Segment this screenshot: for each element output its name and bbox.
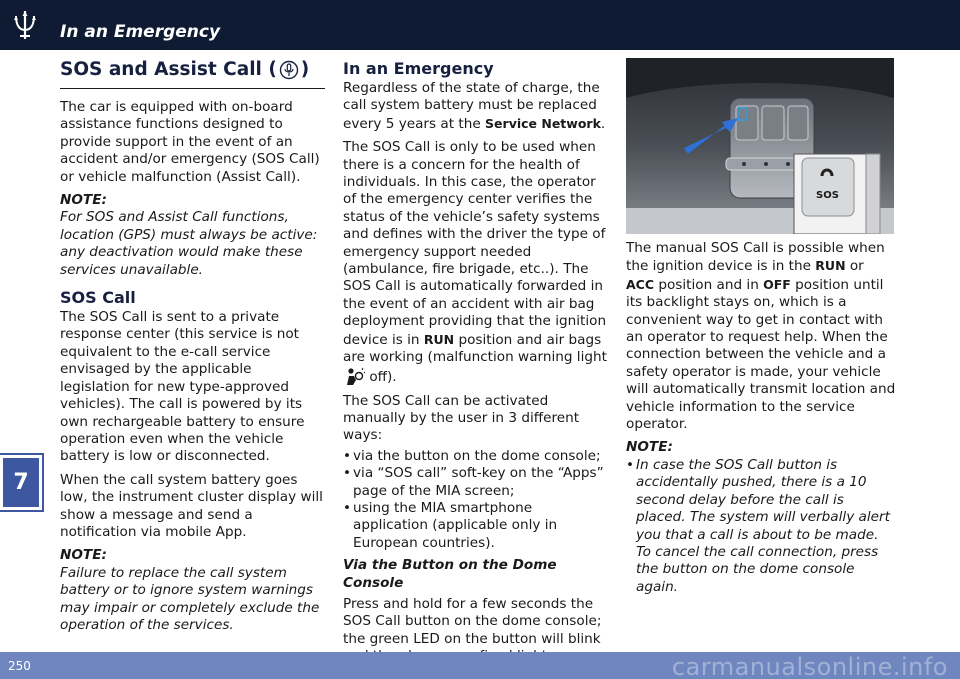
manual-sos-paragraph — [626, 240, 896, 433]
trident-logo-icon — [8, 8, 42, 42]
sos-usage-paragraph — [343, 139, 611, 386]
note-label-3: NOTE: — [626, 439, 673, 456]
activation-list — [343, 448, 611, 552]
usage-text: The SOS Call is only to be used when there is a concern for the health of individuals. In this case, the operator of the emergency center verifies the status of the vehicle’s safety systems and defines with the driver the type of emergency support needed (ambulance, fire brigade, etc..). The SOS Call is automatically forwarded in the event of an accident with air bag deployment providing that the ignition device is in — [343, 139, 607, 348]
sos-paragraph-1: The SOS Call is sent to a private response center (this service is not equivalent to the e-call service envisaged by the applicable legislation for new type-approved vehicles). The call is powered by its own rechargeable battery to ensure operation even when the vehicle battery is low or disconnected. — [60, 309, 305, 465]
page-number: 250 — [8, 659, 31, 673]
sos-call-heading: SOS Call — [60, 288, 136, 308]
dome-console-illustration — [626, 58, 894, 234]
column-left — [60, 58, 325, 640]
run-text: RUN — [815, 258, 846, 274]
service-network-text: Service Network — [485, 115, 601, 131]
intro-paragraph: The car is equipped with on-board assistance functions designed to provide support in the event of an accident and/or emergency (SOS Call) or vehicle malfunction (Assist Call). — [60, 99, 320, 185]
sos-button-label: SOS — [816, 190, 839, 201]
note-label-2: NOTE: — [60, 547, 107, 564]
list-item: • via “SOS call” soft-key on the “Apps” page of the MIA screen; — [343, 465, 611, 500]
section-title-text: SOS and Assist Call ( — [60, 59, 277, 80]
activation-paragraph: The SOS Call can be activated manually by the user in 3 different ways: — [343, 392, 580, 444]
column-right — [626, 58, 896, 601]
dome-console-photo — [626, 58, 894, 234]
column-middle — [343, 58, 611, 679]
list-item: • In case the SOS Call button is accidentally pushed, there is a 10 second delay before the call is placed. The system will verbally alert you that a call is about to be made. To cancel the call connection, press the button on the dome console again. — [626, 457, 896, 596]
emergency-heading: In an Emergency — [343, 59, 494, 78]
off-text: OFF — [763, 276, 791, 292]
sos-paragraph-2: When the call system battery goes low, the instrument cluster display will show a message and send a notification via mobile App. — [60, 471, 323, 540]
manual-text-end: position until its backlight stays on, which is a convenient way to get in contact with an operator to request help. When the connection between the vehicle and a safety operator is made, your vehicle will automatically transmit location and vehicle information to the service operator. — [626, 276, 896, 433]
battery-paragraph — [343, 80, 611, 133]
dome-console-paragraph: Press and hold for a few seconds the SOS Call button on the dome console; the green LED on the button will blink — [343, 595, 602, 647]
dome-console-heading: Via the Button on the Dome Console — [343, 557, 557, 591]
usage-text-end: off). — [365, 368, 397, 385]
acc-text: ACC — [626, 276, 655, 292]
watermark-text: carmanualsonline.info — [671, 653, 948, 679]
list-item: • via the button on the dome console; — [343, 448, 611, 465]
sos-assist-icon — [279, 59, 299, 81]
list-item: • using the MIA smartphone application (applicable only in European countries). — [343, 500, 611, 552]
manual-text-or: or — [845, 258, 864, 275]
airbag-warning-icon — [343, 367, 365, 387]
note-text-2: Failure to replace the call system battery or to ignore system warnings may impair or completely exclude the operation of the services. — [60, 564, 320, 633]
battery-text-end: . — [600, 115, 606, 132]
page-footer — [0, 652, 960, 679]
header-title: In an Emergency — [60, 22, 221, 42]
note-label: NOTE: — [60, 192, 107, 209]
note-list — [626, 457, 896, 596]
chapter-tab: 7 — [0, 455, 42, 510]
usage-text-2: position and air bags are working (malfunction warning light — [343, 331, 607, 366]
section-title — [60, 58, 325, 89]
battery-text: Regardless of the state of charge, the call system battery must be replaced every 5 years at the — [343, 80, 600, 132]
manual-text-pos: position and in — [654, 276, 764, 293]
manual-text: The manual SOS Call is possible when the ignition device is in the — [626, 240, 885, 275]
run-text: RUN — [423, 331, 455, 347]
page-header — [0, 0, 960, 50]
note-text: For SOS and Assist Call functions, location (GPS) must always be active: any deactivation would make these services unavailable. — [60, 209, 318, 278]
section-title-close: ) — [300, 59, 310, 80]
